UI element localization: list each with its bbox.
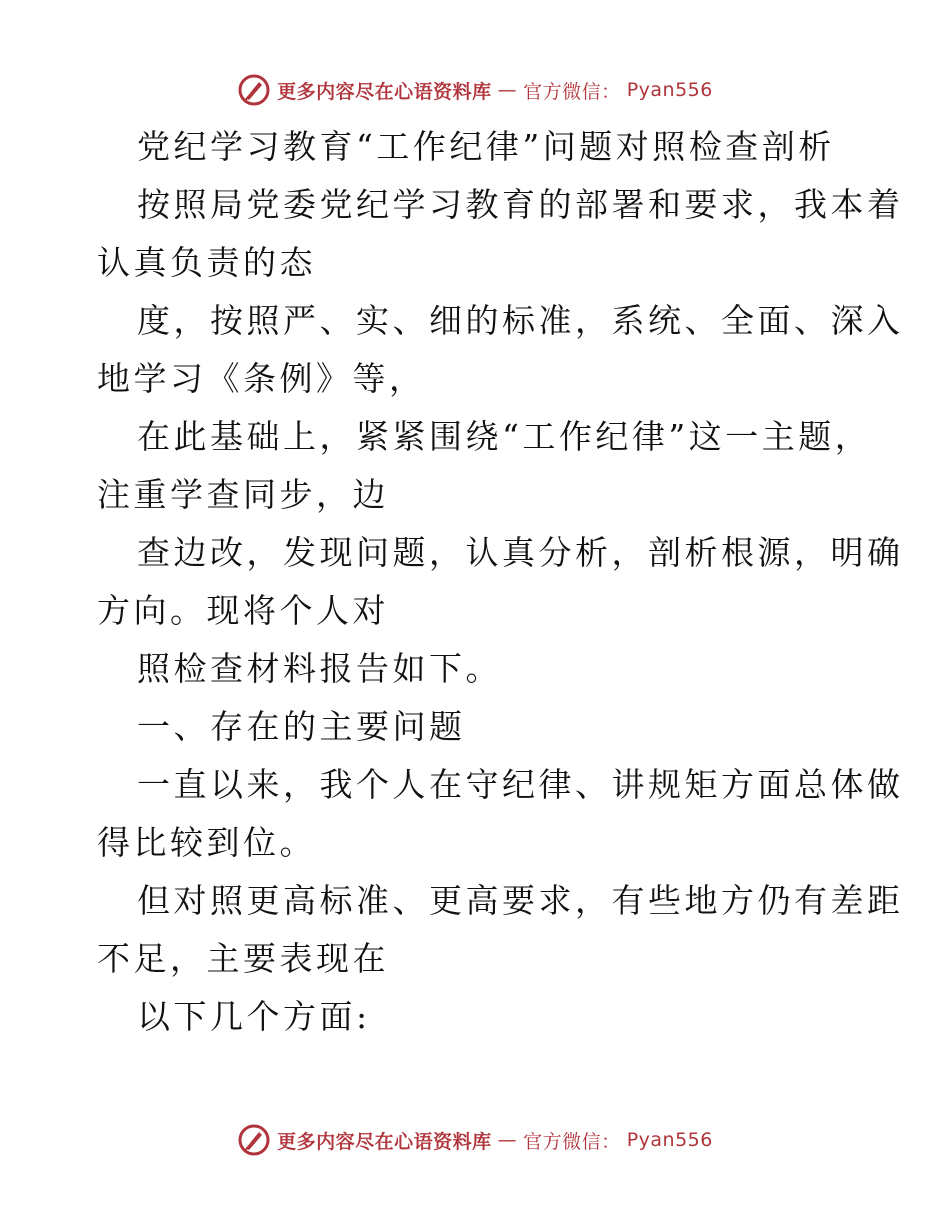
footer-watermark bbox=[0, 1122, 950, 1158]
document-line-15: 不足，主要表现在 bbox=[97, 939, 389, 978]
document-line-12: 一直以来，我个人在守纪律、讲规矩方面总体做 bbox=[137, 765, 904, 804]
document-line-13: 得比较到位。 bbox=[97, 823, 316, 862]
watermark-wechat-id: Pyan556 bbox=[626, 79, 713, 101]
watermark-secondary-text: 官方微信： bbox=[523, 1130, 621, 1153]
watermark-main-text: 更多内容尽在心语资料库 bbox=[277, 80, 492, 103]
document-line-14: 但对照更高标准、更高要求，有些地方仍有差距 bbox=[137, 881, 904, 920]
quill-logo-icon bbox=[237, 1123, 271, 1157]
document-line-1: 党纪学习教育“工作纪律”问题对照检查剖析 bbox=[137, 127, 835, 166]
watermark-separator: — bbox=[497, 79, 518, 101]
document-line-3: 认真负责的态 bbox=[97, 243, 316, 282]
document-line-4: 度，按照严、实、细的标准，系统、全面、深入 bbox=[137, 301, 904, 340]
document-line-7: 注重学查同步，边 bbox=[97, 475, 389, 514]
document-line-2: 按照局党委党纪学习教育的部署和要求，我本着 bbox=[137, 185, 904, 224]
document-line-16: 以下几个方面: bbox=[137, 997, 371, 1036]
section-heading: 一、存在的主要问题 bbox=[137, 707, 466, 746]
document-line-9: 方向。现将个人对 bbox=[97, 591, 389, 630]
watermark-separator: — bbox=[497, 1129, 518, 1151]
watermark-wechat-id: Pyan556 bbox=[626, 1129, 713, 1151]
document-line-10: 照检查材料报告如下。 bbox=[137, 649, 502, 688]
document-line-5: 地学习《条例》等， bbox=[97, 359, 426, 398]
document-line-6: 在此基础上，紧紧围绕“工作纪律”这一主题， bbox=[137, 417, 872, 456]
document-line-8: 查边改，发现问题，认真分析，剖析根源，明确 bbox=[137, 533, 904, 572]
header-watermark bbox=[0, 72, 950, 108]
watermark-secondary-text: 官方微信： bbox=[523, 80, 621, 103]
watermark-main-text: 更多内容尽在心语资料库 bbox=[277, 1130, 492, 1153]
document-body bbox=[97, 118, 904, 1046]
quill-logo-icon bbox=[237, 73, 271, 107]
